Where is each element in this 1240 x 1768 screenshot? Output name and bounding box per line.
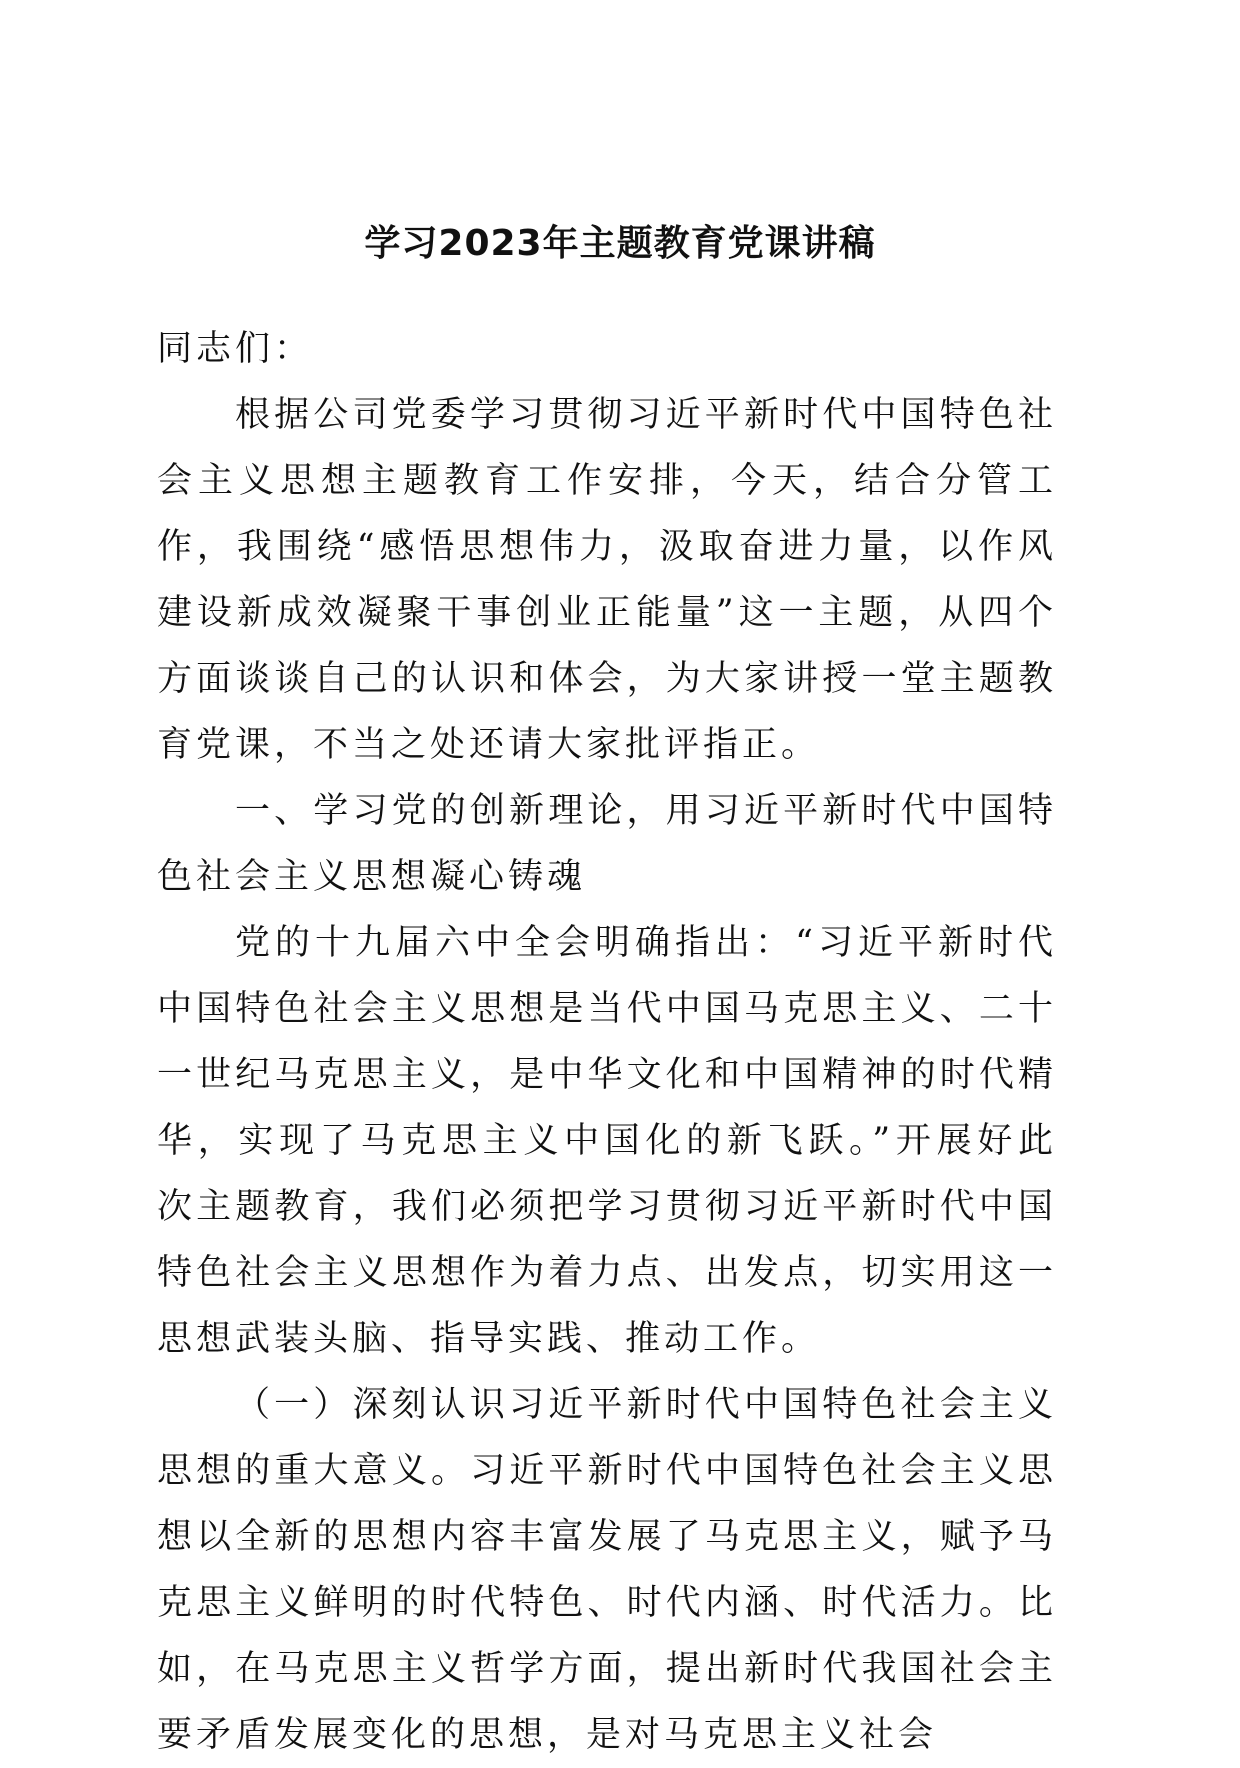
section-heading-1: 一、学习党的创新理论，用习近平新时代中国特色社会主义思想凝心铸魂 xyxy=(157,791,1057,897)
document-title: 学习2023年主题教育党课讲稿 xyxy=(364,223,876,264)
salutation: 同志们： xyxy=(157,329,314,369)
paragraph-intro: 根据公司党委学习贯彻习近平新时代中国特色社会主义思想主题教育工作安排，今天，结合分管工作，我围绕“感悟思想伟力，汲取奋进力量，以作风建设新成效凝聚干事创业正能量”这一主题，从四个方面谈谈自己的认识和体会，为大家讲授一堂主题教育党课，不当之处还请大家批评指正。 xyxy=(157,395,1057,765)
subsection-paragraph-1: （一）深刻认识习近平新时代中国特色社会主义思想的重大意义。习近平新时代中国特色社会主义思想以全新的思想内容丰富发展了马克思主义，赋予马克思主义鲜明的时代特色、时代内涵、时代活力。比如，在马克思主义哲学方面，提出新时代我国社会主要矛盾发展变化的思想，是对马克思主义社会 xyxy=(157,1385,1057,1755)
document-body xyxy=(157,316,1057,1768)
paragraph-quote: 党的十九届六中全会明确指出：“习近平新时代中国特色社会主义思想是当代中国马克思主义、二十一世纪马克思主义，是中华文化和中国精神的时代精华，实现了马克思主义中国化的新飞跃。”开展好此次主题教育，我们必须把学习贯彻习近平新时代中国特色社会主义思想作为着力点、出发点，切实用这一思想武装头脑、指导实践、推动工作。 xyxy=(157,923,1057,1359)
